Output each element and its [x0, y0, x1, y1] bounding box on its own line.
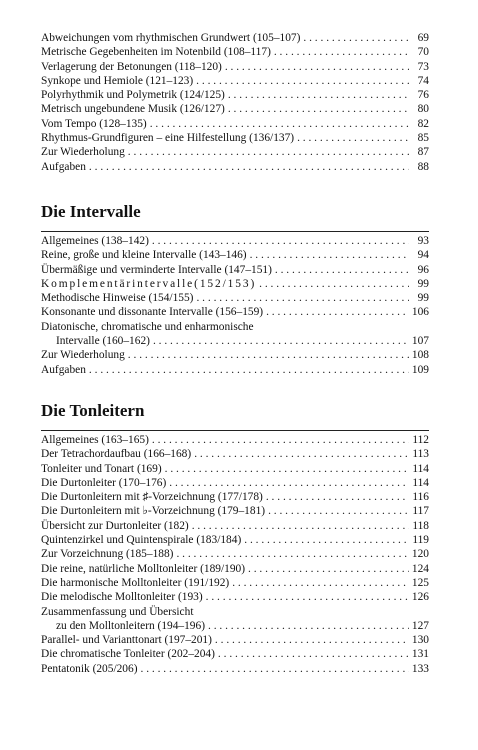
toc-section-scales — [41, 433, 429, 676]
toc-entry-wrapped-title: Diatonische, chromatische und enharmonische — [41, 320, 254, 333]
toc-leader-dots — [165, 462, 409, 476]
section-heading-intervals: Die Intervalle — [41, 202, 141, 221]
toc-entry-title: Aufgaben — [41, 363, 86, 376]
toc-leader-dots — [196, 74, 409, 88]
toc-entry — [41, 447, 429, 461]
toc-entry — [41, 277, 429, 291]
toc-entry-title: Zur Wiederholung — [41, 146, 125, 159]
toc-entry-page: 119 — [412, 534, 429, 547]
toc-entry-page: 106 — [411, 306, 429, 319]
toc-leader-dots — [152, 234, 409, 248]
toc-entry-title: Methodische Hinweise (154/155) — [41, 292, 194, 305]
toc-entry-page: 76 — [417, 89, 429, 102]
toc-entry-page: 130 — [411, 634, 429, 647]
toc-leader-dots — [141, 662, 410, 676]
section-divider — [41, 430, 429, 431]
toc-entry — [41, 533, 429, 547]
toc-entry — [41, 519, 429, 533]
toc-leader-dots — [169, 476, 409, 490]
toc-leader-dots — [268, 504, 409, 518]
toc-leader-dots — [266, 305, 409, 319]
toc-entry — [41, 74, 429, 88]
toc-entry — [41, 504, 429, 518]
toc-entry — [41, 576, 429, 590]
toc-entry — [41, 160, 429, 174]
toc-entry-page: 69 — [417, 32, 429, 44]
toc-entry-page: 113 — [412, 448, 429, 461]
toc-leader-dots — [275, 263, 409, 277]
toc-entry-title: Tonleiter und Tonart (169) — [41, 462, 162, 475]
toc-section-rhythm — [41, 31, 429, 174]
toc-entry-page: 73 — [417, 60, 429, 73]
toc-leader-dots — [250, 248, 409, 262]
toc-leader-dots — [176, 547, 409, 561]
toc-entry-title: Die melodische Molltonleiter (193) — [41, 591, 203, 604]
toc-entry-title: Die reine, natürliche Molltonleiter (189/190) — [41, 562, 246, 575]
toc-entry — [41, 305, 429, 319]
toc-entry — [41, 60, 429, 74]
toc-leader-dots — [153, 334, 409, 348]
toc-entry — [41, 363, 429, 377]
toc-entry — [41, 31, 429, 45]
toc-entry — [41, 547, 429, 561]
toc-entry-title: Reine, große und kleine Intervalle (143–146) — [41, 249, 247, 262]
toc-leader-dots — [208, 619, 409, 633]
toc-entry-title: Die Durtonleiter (170–176) — [41, 476, 167, 489]
toc-leader-dots — [244, 533, 409, 547]
toc-entry — [41, 590, 429, 604]
toc-entry — [41, 291, 429, 305]
toc-entry-page: 87 — [417, 146, 429, 159]
toc-entry-page: 127 — [411, 619, 429, 632]
toc-leader-dots — [266, 490, 409, 504]
toc-entry-title: Vom Tempo (128–135) — [41, 117, 147, 130]
toc-entry-title: Übermäßige und verminderte Intervalle (147–151) — [41, 263, 272, 276]
toc-entry-title: Die Durtonleitern mit ♭-Vorzeichnung (179–181) — [41, 505, 266, 518]
toc-entry-title: Die chromatische Tonleiter (202–204) — [41, 648, 215, 661]
toc-entry-page: 94 — [417, 249, 429, 262]
toc-leader-dots — [194, 447, 409, 461]
toc-leader-dots — [89, 160, 409, 174]
toc-entry-page: 93 — [417, 235, 429, 247]
toc-entry — [41, 334, 429, 348]
toc-entry-title: Rhythmus-Grundfiguren – eine Hilfestellung (136/137) — [41, 132, 295, 145]
toc-entry-page: 96 — [417, 263, 429, 276]
toc-entry-page: 118 — [412, 519, 429, 532]
toc-entry-title: Der Tetrachordaufbau (166–168) — [41, 448, 192, 461]
toc-leader-dots — [150, 117, 409, 131]
toc-entry-title: zu den Molltonleitern (194–196) — [56, 619, 205, 632]
toc-entry-page: 82 — [417, 117, 429, 130]
toc-entry — [41, 263, 429, 277]
toc-entry-title: Metrisch ungebundene Musik (126/127) — [41, 103, 225, 116]
toc-entry-page: 109 — [411, 363, 429, 376]
toc-entry — [41, 490, 429, 504]
toc-entry-page: 116 — [412, 491, 429, 504]
toc-entry-page: 131 — [411, 648, 429, 661]
toc-entry-wrapped-title: Zusammenfassung und Übersicht — [41, 605, 194, 618]
toc-entry — [41, 476, 429, 490]
toc-leader-dots — [232, 576, 409, 590]
toc-entry-page: 74 — [417, 74, 429, 87]
toc-entry-title: Polyrhythmik und Polymetrik (124/125) — [41, 89, 225, 102]
section-heading-scales: Die Tonleitern — [41, 401, 145, 420]
toc-leader-dots — [225, 60, 409, 74]
toc-entry-title: Konsonante und dissonante Intervalle (156–159) — [41, 306, 264, 319]
toc-entry-page: 133 — [411, 662, 429, 675]
toc-entry-page: 114 — [412, 462, 429, 475]
toc-leader-dots — [228, 102, 409, 116]
toc-entry-title: Pentatonik (205/206) — [41, 662, 138, 675]
toc-leader-dots — [152, 433, 409, 447]
toc-entry-title: Komplementärintervalle(152/153) — [41, 277, 257, 290]
toc-entry-title: Verlagerung der Betonungen (118–120) — [41, 60, 222, 73]
toc-entry-page: 107 — [411, 335, 429, 348]
toc-entry-page: 125 — [411, 576, 429, 589]
toc-entry-page: 99 — [417, 277, 429, 290]
toc-leader-dots — [228, 88, 409, 102]
toc-leader-dots — [128, 348, 409, 362]
toc-leader-dots — [297, 131, 409, 145]
toc-entry — [41, 117, 429, 131]
toc-entry — [41, 433, 429, 447]
toc-entry — [41, 348, 429, 362]
toc-entry-title: Parallel- und Varianttonart (197–201) — [41, 634, 212, 647]
toc-entry-page: 117 — [412, 505, 429, 518]
toc-entry — [41, 619, 429, 633]
toc-leader-dots — [248, 562, 409, 576]
toc-entry-page: 88 — [417, 160, 429, 173]
toc-entry — [41, 647, 429, 661]
toc-entry-title: Allgemeines (163–165) — [41, 434, 149, 446]
toc-leader-dots — [215, 633, 409, 647]
toc-entry-title: Die harmonische Molltonleiter (191/192) — [41, 576, 230, 589]
toc-section-intervals — [41, 234, 429, 377]
toc-entry-page: 85 — [417, 132, 429, 145]
toc-entry-page: 108 — [411, 349, 429, 362]
toc-entry — [41, 662, 429, 676]
toc-entry — [41, 131, 429, 145]
toc-entry — [41, 248, 429, 262]
toc-entry-page: 114 — [412, 476, 429, 489]
toc-entry — [41, 145, 429, 159]
toc-entry — [41, 633, 429, 647]
toc-leader-dots — [303, 31, 409, 45]
toc-entry-page: 112 — [412, 434, 429, 446]
toc-entry — [41, 234, 429, 248]
toc-leader-dots — [89, 363, 409, 377]
toc-entry-title: Zur Wiederholung — [41, 349, 125, 362]
toc-leader-dots — [128, 145, 409, 159]
toc-entry-title: Zur Vorzeichnung (185–188) — [41, 548, 174, 561]
toc-leader-dots — [218, 647, 409, 661]
toc-entry — [41, 462, 429, 476]
toc-leader-dots — [196, 291, 409, 305]
toc-entry-title: Quintenzirkel und Quintenspirale (183/184) — [41, 534, 242, 547]
toc-entry-title: Aufgaben — [41, 160, 86, 173]
toc-leader-dots — [274, 45, 409, 59]
toc-leader-dots — [206, 590, 409, 604]
toc-entry-title: Übersicht zur Durtonleiter (182) — [41, 519, 189, 532]
toc-leader-dots — [259, 277, 409, 291]
toc-entry-page: 120 — [411, 548, 429, 561]
toc-entry-title: Metrische Gegebenheiten im Notenbild (108–117) — [41, 46, 271, 59]
toc-entry — [41, 45, 429, 59]
toc-entry — [41, 562, 429, 576]
toc-entry-title: Die Durtonleitern mit ♯-Vorzeichnung (177/178) — [41, 491, 263, 504]
toc-entry-page: 80 — [417, 103, 429, 116]
section-divider — [41, 231, 429, 232]
toc-entry-page: 124 — [411, 562, 429, 575]
toc-entry-page: 70 — [417, 46, 429, 59]
toc-entry-page: 99 — [417, 292, 429, 305]
toc-entry-title: Abweichungen vom rhythmischen Grundwert (105–107) — [41, 32, 301, 44]
toc-entry — [41, 102, 429, 116]
toc-entry — [41, 88, 429, 102]
toc-entry-page: 126 — [411, 591, 429, 604]
toc-entry-title: Intervalle (160–162) — [56, 335, 150, 348]
toc-leader-dots — [192, 519, 409, 533]
toc-entry-title: Synkope und Hemiole (121–123) — [41, 74, 194, 87]
toc-entry-title: Allgemeines (138–142) — [41, 235, 149, 247]
